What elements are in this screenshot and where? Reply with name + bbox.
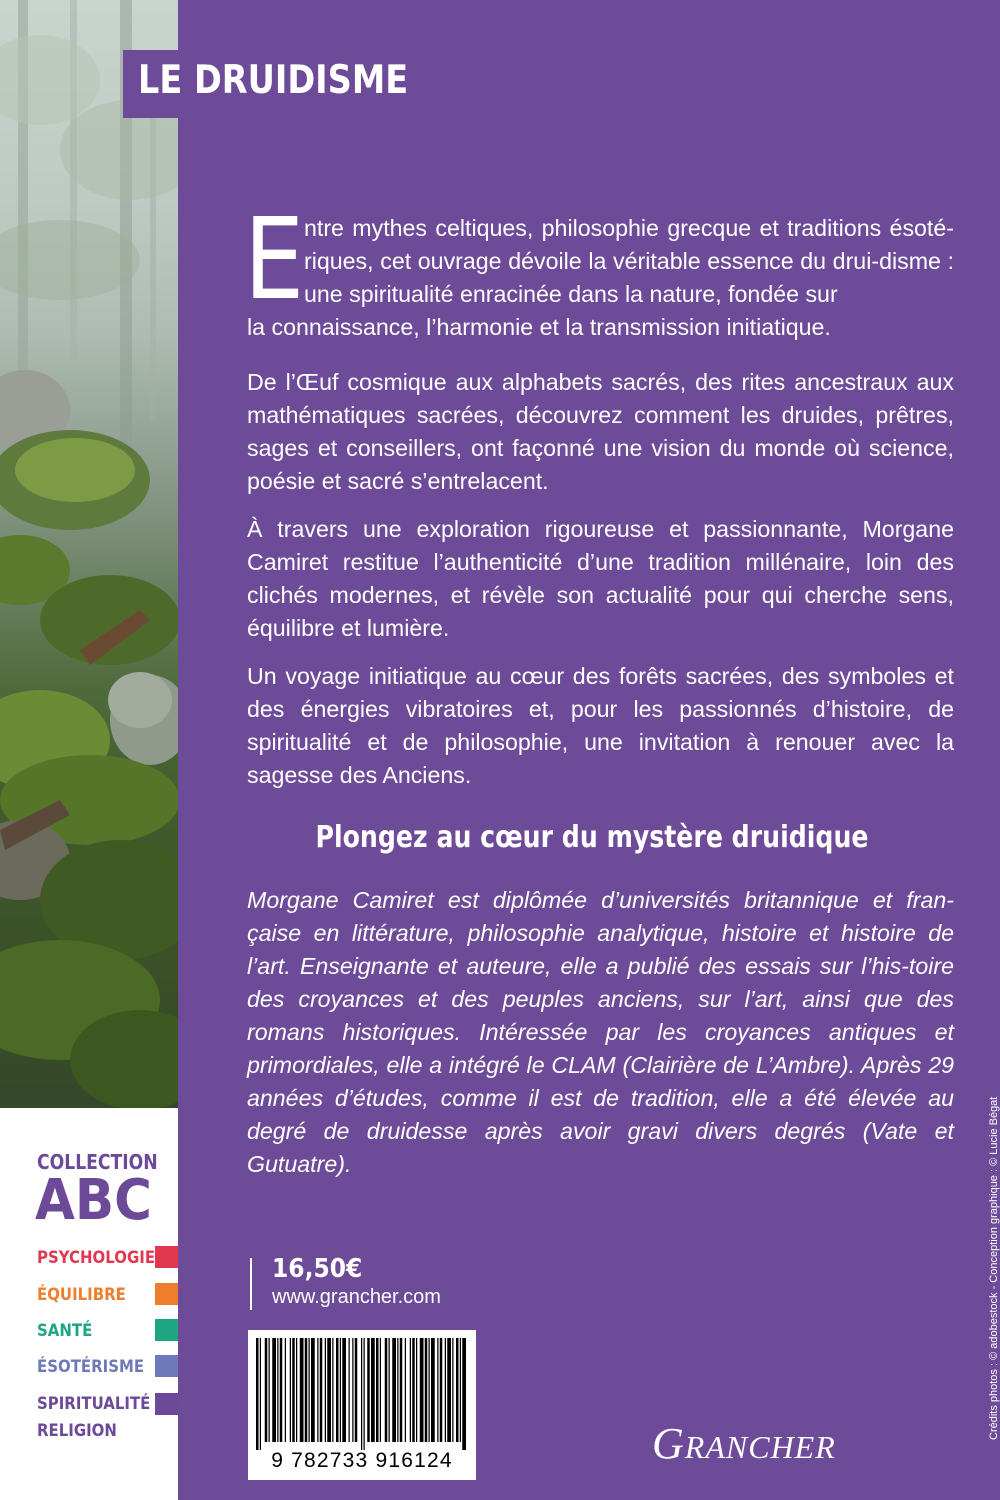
barcode-bar: [376, 1338, 379, 1442]
barcode-bar: [389, 1338, 390, 1442]
barcode-bar: [452, 1338, 453, 1442]
website-link[interactable]: www.grancher.com: [272, 1286, 441, 1308]
barcode-bars: [248, 1330, 476, 1450]
barcode-bar: [392, 1338, 396, 1442]
barcode-bar: [367, 1338, 370, 1442]
barcode-bar: [292, 1338, 295, 1442]
barcode-bar: [410, 1338, 411, 1442]
barcode-bar: [311, 1338, 315, 1442]
barcode-bar: [456, 1338, 459, 1442]
barcode-bar: [405, 1338, 406, 1442]
book-title: LE DRUIDISME: [138, 58, 409, 103]
barcode-bar: [325, 1338, 326, 1442]
price-divider: [250, 1258, 252, 1310]
barcode-bar: [397, 1338, 398, 1442]
isbn-barcode: [248, 1330, 476, 1480]
barcode-bar: [425, 1338, 428, 1442]
barcode-bar: [300, 1338, 304, 1442]
publisher-name: RANCHER: [684, 1429, 836, 1465]
barcode-bar: [355, 1338, 358, 1442]
barcode-bar: [380, 1338, 381, 1442]
barcode-bar: [412, 1338, 415, 1442]
barcode-bar: [305, 1338, 308, 1442]
category-spiritualite: SPIRITUALITÉ: [37, 1394, 151, 1414]
barcode-bar: [277, 1338, 278, 1442]
photo-credits: Crédits photos : © adobestock - Conception graphique : © Lucie Bégat: [988, 1096, 1000, 1440]
barcode-bar: [290, 1338, 291, 1442]
barcode-bar: [260, 1338, 261, 1450]
barcode-bar: [445, 1338, 446, 1442]
barcode-bar: [340, 1338, 341, 1442]
isbn-number: 9 782733 916124: [271, 1449, 453, 1472]
collection-name: ABC: [35, 1168, 152, 1233]
forest-photo: [0, 0, 178, 1108]
barcode-bar: [349, 1338, 350, 1442]
category-esoterisme: ÉSOTÉRISME: [37, 1357, 145, 1377]
category-equilibre: ÉQUILIBRE: [37, 1285, 126, 1305]
paragraph-exploration: À travers une exploration rigoureuse et passionnante, Morgane Camiret restitue l’authenticité d’une tradition millénaire, loin des clichés modernes, et révèle son actualité pour qui cherche sens, équilibre et lumière.: [247, 516, 954, 641]
paragraph-voyage: Un voyage initiatique au cœur des forêts sacrées, des symboles et des énergies vibratoires et, pour les passionnés d’histoire, de spiritualité et de philosophie, une invitation à renouer avec la sagesse des Anciens.: [247, 663, 954, 788]
spiritualite-swatch: [155, 1393, 178, 1415]
barcode-bar: [437, 1338, 438, 1442]
barcode-bar: [416, 1338, 417, 1442]
barcode-bar: [265, 1338, 268, 1442]
barcode-bar: [336, 1338, 339, 1442]
barcode-bar: [342, 1338, 346, 1442]
barcode-bar: [256, 1338, 259, 1450]
equilibre-swatch: [155, 1283, 178, 1305]
barcode-bar: [420, 1338, 424, 1442]
barcode-bar: [385, 1338, 388, 1442]
barcode-bar: [309, 1338, 310, 1442]
barcode-bar: [361, 1338, 362, 1450]
barcode-bar: [352, 1338, 353, 1442]
author-bio: Morgane Camiret est diplômée d’universités britannique et fran-çaise en littérature, philosophie analytique, histoire et histoire de l’art. Enseignante et auteure, elle a publié des essais sur l’his-toire des croyances et des peuples anciens, sur l’art, ainsi que des romans historiques. Intéressée par les croyances antiques et primordiales, elle a intégré le CLAM (Clairière de L’Ambre). Après 29 années d’études, comme il est de tradition, elle a été élevée au degré de druidesse après avoir gravi divers degrés (Vate et Gutuatre).: [247, 887, 954, 1177]
barcode-bar: [364, 1338, 365, 1450]
psychologie-swatch: [155, 1246, 178, 1268]
barcode-bar: [272, 1338, 276, 1442]
intro-paragraph: ntre mythes celtiques, philosophie grecque et traditions ésoté-riques, cet ouvrage dévoile la véritable essence du drui-disme : une spiritualité enracinée dans la nature, fondée sur: [304, 215, 954, 307]
barcode-bar: [400, 1338, 403, 1442]
barcode-bar: [429, 1338, 430, 1442]
price: 16,50€: [272, 1254, 363, 1284]
intro-paragraph-end: la connaissance, l’harmonie et la transmission initiatique.: [247, 314, 831, 340]
barcode-bar: [280, 1338, 283, 1442]
barcode-bar: [317, 1338, 318, 1442]
sante-swatch: [155, 1319, 178, 1341]
paragraph-oeuf-cosmique: De l’Œuf cosmique aux alphabets sacrés, des rites ancestraux aux mathématiques sacrées, découvrez comment les druides, prêtres, sages et conseillers, ont façonné une vision du monde où science, poésie et sacré s’entrelacent.: [247, 369, 954, 494]
publisher-logo: [652, 1418, 836, 1469]
barcode-bar: [320, 1338, 323, 1442]
barcode-bar: [296, 1338, 297, 1442]
barcode-bar: [285, 1338, 286, 1442]
barcode-bar: [460, 1338, 461, 1442]
esoterisme-swatch: [155, 1355, 178, 1377]
tagline-heading: Plongez au cœur du mystère druidique: [315, 820, 869, 855]
collection-label: COLLECTION: [37, 1150, 158, 1174]
category-psychologie: PSYCHOLOGIE: [37, 1248, 156, 1268]
barcode-bar: [462, 1338, 466, 1450]
drop-cap: E: [244, 195, 305, 325]
publisher-initial: G: [652, 1419, 685, 1468]
barcode-bar: [440, 1338, 443, 1442]
category-sante: SANTÉ: [37, 1321, 93, 1341]
forest-illustration: [0, 0, 178, 1108]
barcode-bar: [371, 1338, 375, 1442]
barcode-bar: [332, 1338, 333, 1442]
barcode-bar: [269, 1338, 270, 1442]
barcode-bar: [431, 1338, 435, 1442]
barcode-bar: [327, 1338, 331, 1442]
barcode-bar: [447, 1338, 451, 1442]
category-religion: RELIGION: [37, 1421, 117, 1441]
